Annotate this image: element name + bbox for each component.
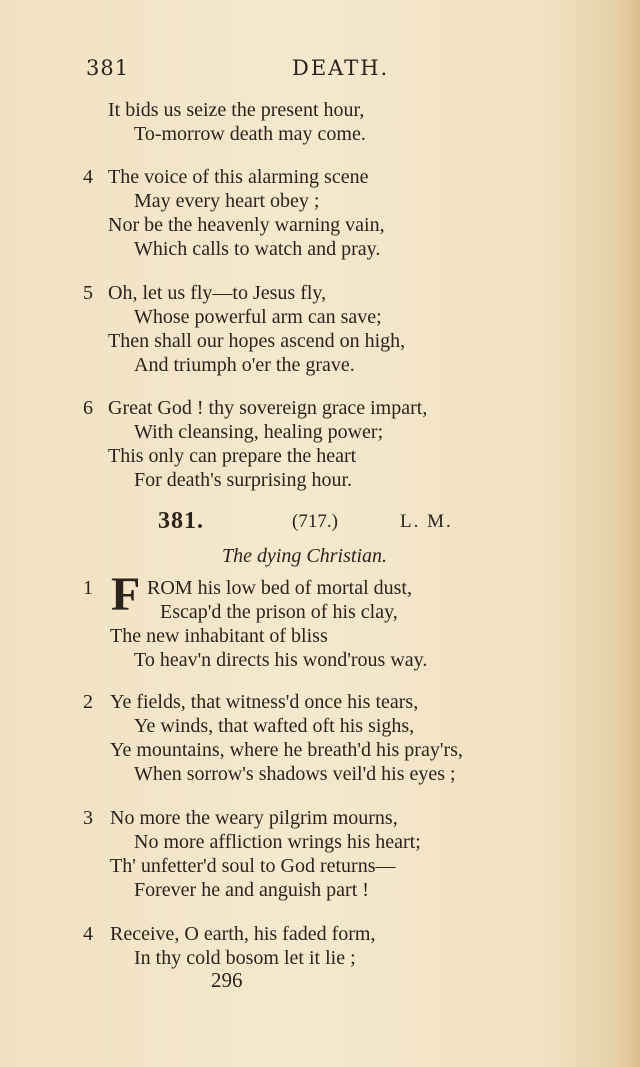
verse-line: Th' unfetter'd soul to God returns— xyxy=(110,855,396,877)
verse-line: And triumph o'er the grave. xyxy=(134,354,355,376)
drop-cap: F xyxy=(111,568,141,621)
verse-line: Ye winds, that wafted oft his sighs, xyxy=(134,715,415,737)
verse-line: This only can prepare the heart xyxy=(108,445,357,467)
verse-line: Forever he and anguish part ! xyxy=(134,879,369,901)
verse-line: Which calls to watch and pray. xyxy=(134,238,381,260)
hymn-heading xyxy=(158,508,478,538)
verse-line: It bids us seize the present hour, xyxy=(108,99,365,121)
verse-line: To heav'n directs his wond'rous way. xyxy=(134,649,428,671)
verse-number: 2 xyxy=(83,691,93,713)
hymn-number: 381. xyxy=(158,508,204,534)
verse-line: To-morrow death may come. xyxy=(134,123,366,145)
verse-line: Escap'd the prison of his clay, xyxy=(160,601,398,623)
verse-line: For death's surprising hour. xyxy=(134,469,353,491)
verse-line: No more affliction wrings his heart; xyxy=(134,831,421,853)
verse-number: 3 xyxy=(83,807,93,829)
verse-line: When sorrow's shadows veil'd his eyes ; xyxy=(134,763,456,785)
page-number: 381 xyxy=(86,56,130,80)
running-title: DEATH. xyxy=(292,56,390,80)
verse-line: May every heart obey ; xyxy=(134,190,320,212)
verse-line: Great God ! thy sovereign grace impart, xyxy=(108,397,428,419)
verse-line: Then shall our hopes ascend on high, xyxy=(108,330,406,352)
verse-line: The voice of this alarming scene xyxy=(108,166,369,188)
verse-line: In thy cold bosom let it lie ; xyxy=(134,947,356,969)
signature-mark: 296 xyxy=(211,968,243,992)
verse-line: Receive, O earth, his faded form, xyxy=(110,923,376,945)
running-header xyxy=(86,56,586,86)
verse-number: 1 xyxy=(83,577,93,599)
verse-number: 4 xyxy=(83,923,93,945)
verse-line: Ye mountains, where he breath'd his pray'rs, xyxy=(110,739,463,761)
verse-number: 5 xyxy=(83,282,93,304)
verse-line: Nor be the heavenly warning vain, xyxy=(108,214,385,236)
verse-line: Ye fields, that witness'd once his tears, xyxy=(110,691,419,713)
verse-line: Whose powerful arm can save; xyxy=(134,306,382,328)
verse-line: Oh, let us fly—to Jesus fly, xyxy=(108,282,327,304)
hymn-subtitle: The dying Christian. xyxy=(222,545,388,567)
verse-line: With cleansing, healing power; xyxy=(134,421,384,443)
verse-line: ROM his low bed of mortal dust, xyxy=(147,577,412,599)
verse-number: 6 xyxy=(83,397,93,419)
verse-line: The new inhabitant of bliss xyxy=(110,625,328,647)
verse-number: 4 xyxy=(83,166,93,188)
tune-reference: (717.) xyxy=(292,511,338,532)
verse-line: No more the weary pilgrim mourns, xyxy=(110,807,398,829)
hymn-meter: L. M. xyxy=(400,511,453,532)
